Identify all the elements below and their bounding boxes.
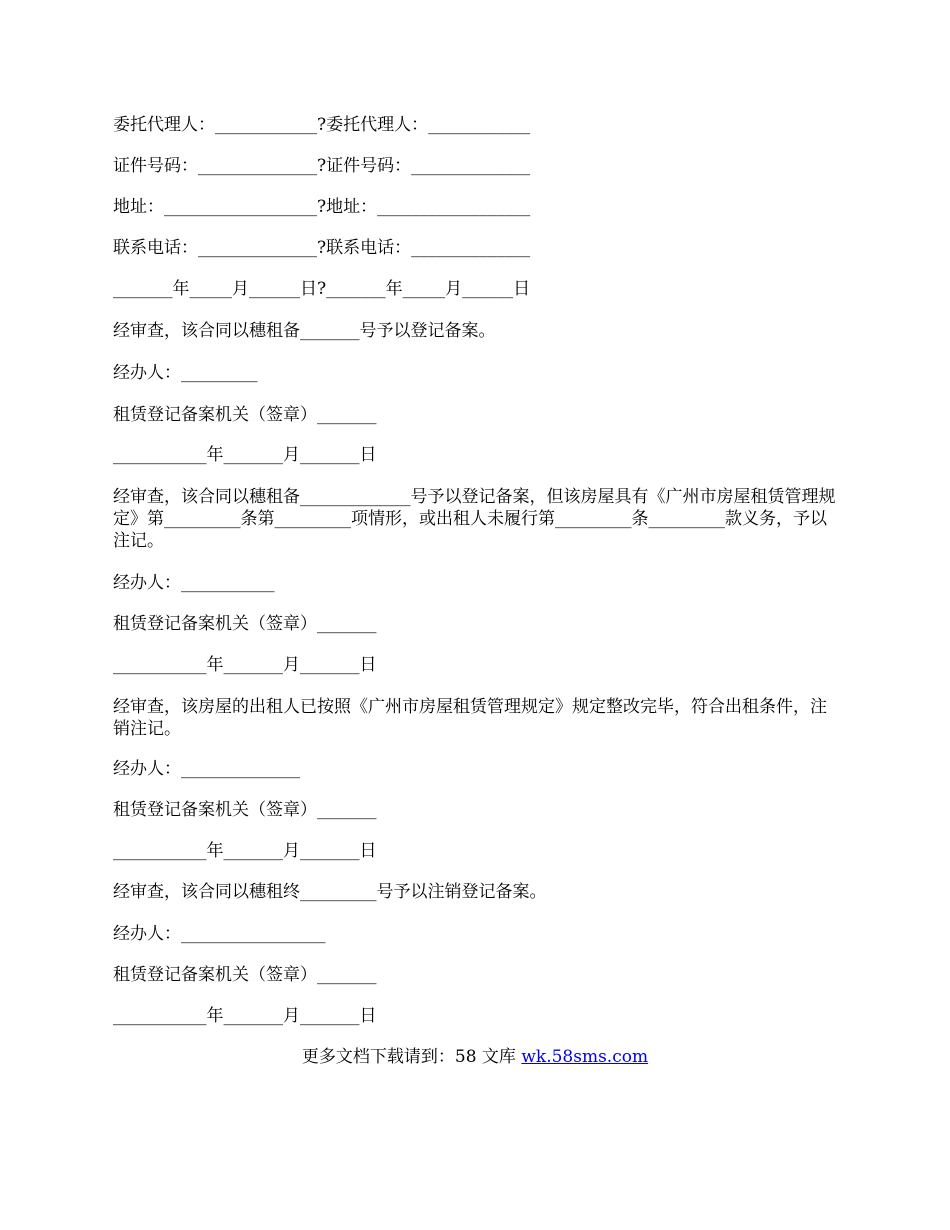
handler-line: 经办人：___________ [113,573,275,593]
sign-date-line: ___________年_______月_______日 [113,655,377,675]
rectification-paragraph: 经审查，该房屋的出租人已按照《广州市房屋租赁管理规定》规定整改完毕，符合出租条件，注销注记。 [113,697,827,739]
handler-line: 经办人：______________ [113,759,300,779]
handler-line: 经办人：_________ [113,363,258,383]
authority-seal-line: 租赁登记备案机关（签章）_______ [113,965,377,985]
sign-date-line: ___________年_______月_______日 [113,1006,377,1026]
review-annotation-paragraph: 经审查，该合同以穗租备_____________号予以登记备案，但该房屋具有《广州市房屋租赁管理规定》第_________条第_________项情形，或出租人未履行第_________条_________款义务，予以注记。 [113,487,836,551]
sign-date-line: ___________年_______月_______日 [113,841,377,861]
phone-line: 联系电话：______________?联系电话：______________ [113,238,531,258]
handler-line: 经办人：_________________ [113,924,326,944]
date-line: _______年_____月______日?_______年_____月______日 [113,279,531,299]
review-registration-line: 经审查，该合同以穗租备_______号予以登记备案。 [113,321,496,341]
footer-text: 更多文档下载请到：58 文库 [301,1047,522,1067]
cancellation-line: 经审查，该合同以穗租终_________号予以注销登记备案。 [113,882,547,902]
authority-seal-line: 租赁登记备案机关（签章）_______ [113,800,377,820]
agent-line: 委托代理人：____________?委托代理人：____________ [113,115,531,135]
footer-link[interactable]: wk.58sms.com [521,1047,649,1067]
authority-seal-line: 租赁登记备案机关（签章）_______ [113,614,377,634]
id-number-line: 证件号码：______________?证件号码：______________ [113,156,531,176]
authority-seal-line: 租赁登记备案机关（签章）_______ [113,405,377,425]
address-line: 地址：__________________?地址：__________________ [113,197,531,217]
sign-date-line: ___________年_______月_______日 [113,445,377,465]
footer [0,1046,950,1068]
